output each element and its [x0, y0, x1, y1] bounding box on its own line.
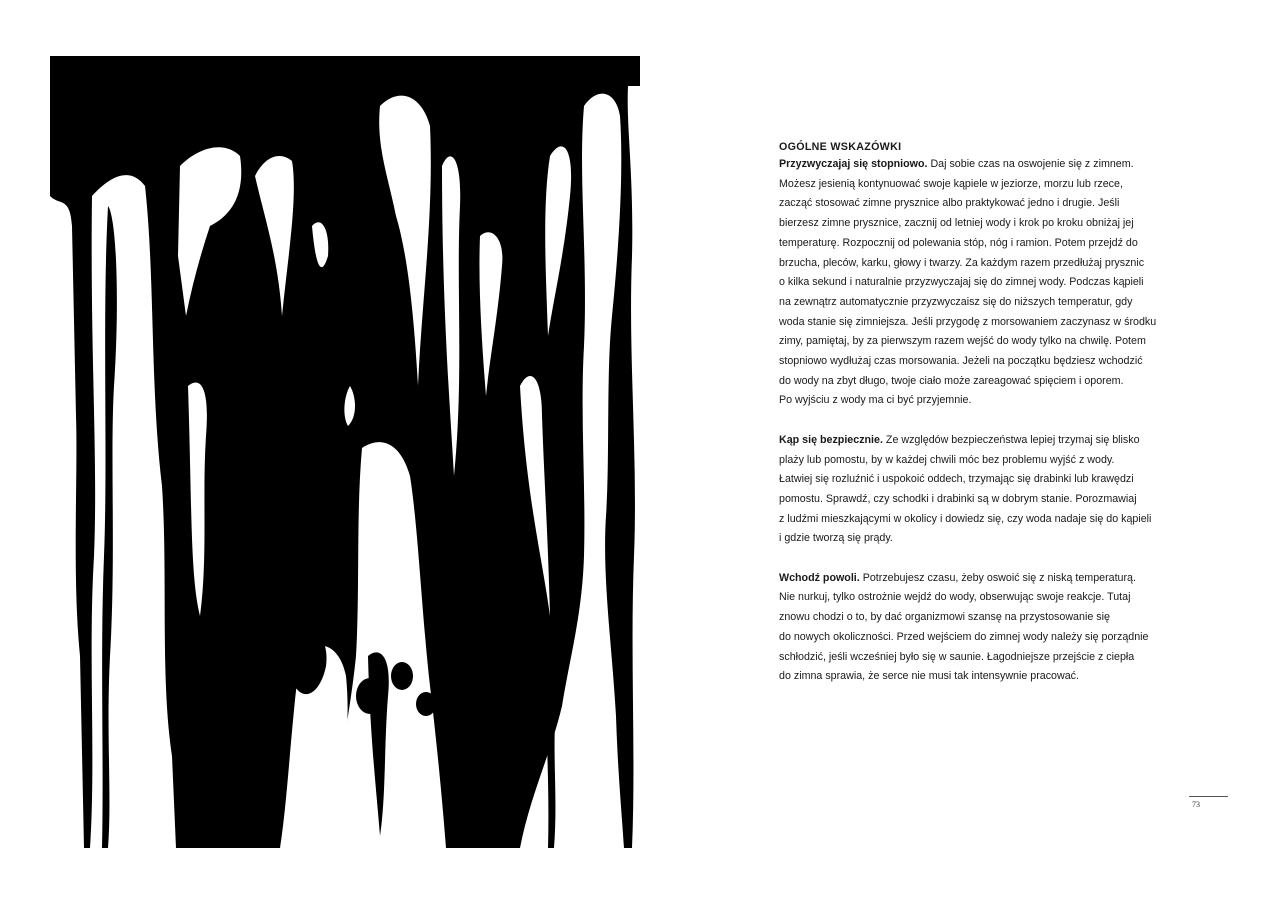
text-line: do nowych okoliczności. Przed wejściem do zimnej wody należy się porządnie: [779, 630, 1149, 643]
text-line: zimy, pamiętaj, by za pierwszym razem wejść do wody tylko na chwilę. Potem: [779, 335, 1146, 348]
text-line: z ludźmi mieszkającymi w okolicy i dowiedz się, czy woda nadaje się do kąpieli: [779, 512, 1152, 525]
text-line: stopniowo wydłużaj czas morsowania. Jeżeli na początku będziesz wchodzić: [779, 355, 1143, 368]
text-line: temperaturę. Rozpocznij od polewania stóp, nóg i ramion. Potem przejdź do: [779, 236, 1138, 249]
paragraph-safety: [779, 431, 1171, 549]
text-line: brzucha, pleców, karku, głowy i twarzy. Za każdym razem przedłużaj prysznic: [779, 256, 1145, 269]
paragraph-lead: Wchodź powoli.: [779, 571, 860, 584]
text-line: zacząć stosować zimne prysznice albo praktykować jedno i drugie. Jeśli: [779, 197, 1120, 210]
text-line: Kąp się bezpiecznie. Ze względów bezpieczeństwa lepiej trzymaj się blisko: [779, 433, 1140, 446]
page-number: 73: [1192, 800, 1200, 809]
text-line: znowu chodzi o to, by dać organizmowi szansę na przystosowanie się: [779, 611, 1110, 624]
text-line: i gdzie tworzą się prądy.: [779, 532, 893, 545]
text-line: Możesz jesienią kontynuować swoje kąpiele w jeziorze, morzu lub rzece,: [779, 177, 1123, 190]
section-heading: OGÓLNE WSKAZÓWKI: [779, 141, 902, 153]
ink-illustration: [50, 56, 640, 848]
paragraph-acclimatize: [779, 155, 1171, 411]
text-line: do wody na zbyt długo, twoje ciało może zareagować spięciem i oporem.: [779, 374, 1124, 387]
paragraph-lead: Przyzwyczajaj się stopniowo.: [779, 158, 928, 170]
text-line: Łatwiej się rozluźnić i uspokoić oddech, trzymając się drabinki lub krawędzi: [779, 473, 1134, 486]
text-line: plaży lub pomostu, by w każdej chwili móc bez problemu wyjść z wody.: [779, 453, 1115, 466]
text-line: na zewnątrz automatycznie przyzwyczaisz się do niższych temperatur, gdy: [779, 295, 1133, 308]
text-column: [779, 140, 1171, 707]
text-line: o kilka sekund i naturalnie przyzwyczajaj się do zimnej wody. Podczas kąpieli: [779, 276, 1144, 289]
text-line: schłodzić, jeśli wcześniej było się w saunie. Łagodniejsze przejście z ciepła: [779, 650, 1135, 663]
text-line: Wchodź powoli. Potrzebujesz czasu, żeby oswoić się z niską temperaturą.: [779, 571, 1136, 584]
text-line: woda stanie się zimniejsza. Jeśli przygodę z morsowaniem zaczynasz w środku: [779, 315, 1157, 328]
text-line: Przyzwyczajaj się stopniowo. Daj sobie czas na oswojenie się z zimnem.: [779, 158, 1134, 170]
paragraph-lead: Kąp się bezpiecznie.: [779, 433, 883, 446]
text-line: pomostu. Sprawdź, czy schodki i drabinki są w dobrym stanie. Porozmawiaj: [779, 492, 1137, 505]
text-line: do zimna sprawia, że serce nie musi tak intensywnie pracować.: [779, 670, 1079, 683]
text-line: Nie nurkuj, tylko ostrożnie wejdź do wody, obserwując swoje reakcje. Tutaj: [779, 591, 1131, 604]
text-line: Po wyjściu z wody ma ci być przyjemnie.: [779, 394, 972, 407]
folio-rule: [1189, 796, 1228, 797]
text-line: bierzesz zimne prysznice, zacznij od letniej wody i krok po kroku obniżaj jej: [779, 217, 1134, 230]
paragraph-slow-entry: [779, 569, 1171, 687]
